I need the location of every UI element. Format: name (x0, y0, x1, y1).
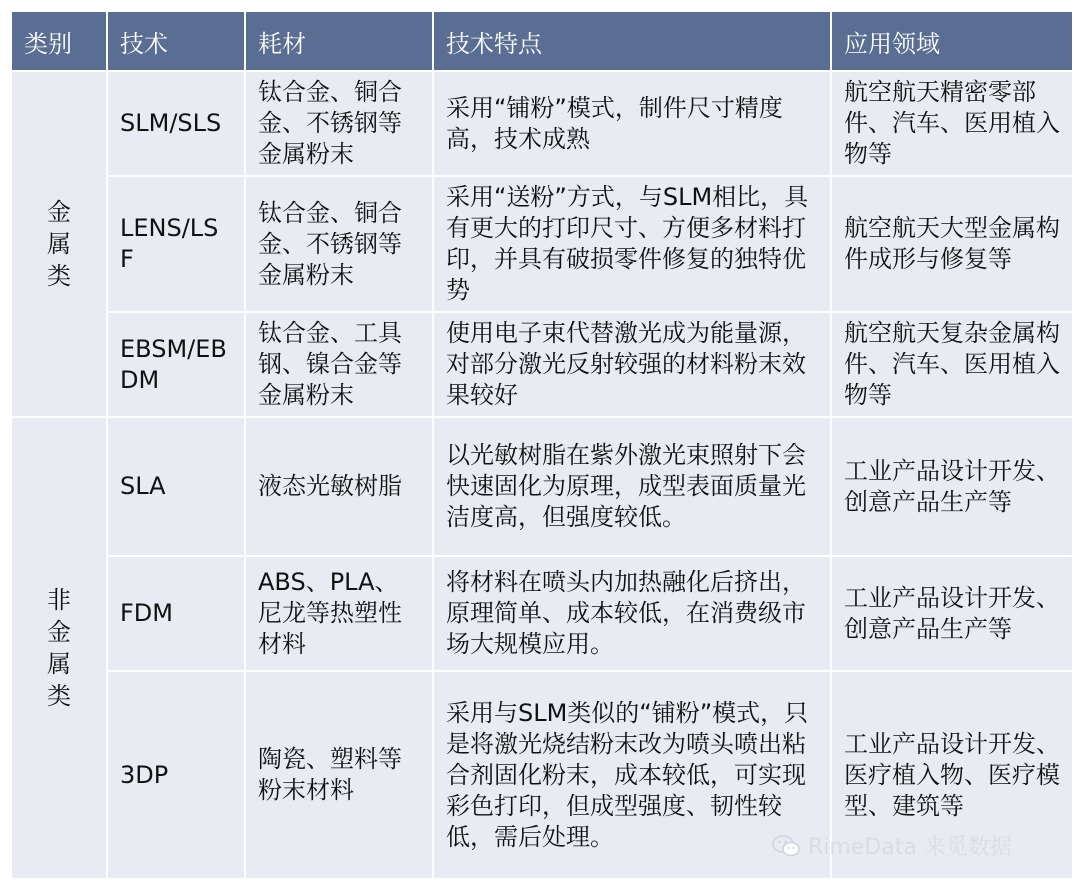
tech-cell: EBSM/EBDM (108, 313, 244, 416)
feature-cell: 将材料在喷头内加热融化后挤出，原理简单、成本较低，在消费级市场大规模应用。 (434, 557, 830, 670)
table-row (12, 313, 1072, 416)
header-material: 耗材 (246, 12, 432, 70)
header-category: 类别 (12, 12, 106, 70)
category-cell-metal: 金属类 (12, 72, 106, 416)
wechat-icon (772, 834, 800, 858)
material-cell: 钛合金、铜合金、不锈钢等金属粉末 (246, 177, 432, 311)
table-row (12, 418, 1072, 555)
feature-cell: 使用电子束代替激光成为能量源，对部分激光反射较强的材料粉末效果较好 (434, 313, 830, 416)
application-cell: 航空航天大型金属构件成形与修复等 (832, 177, 1072, 311)
material-cell: 液态光敏树脂 (246, 418, 432, 555)
header-row (12, 12, 1072, 70)
application-cell: 工业产品设计开发、创意产品生产等 (832, 557, 1072, 670)
material-cell: 陶瓷、塑料等粉末材料 (246, 672, 432, 878)
application-cell: 工业产品设计开发、创意产品生产等 (832, 418, 1072, 555)
application-cell: 工业产品设计开发、医疗植入物、医疗模型、建筑等 (832, 672, 1072, 878)
application-cell: 航空航天精密零部件、汽车、医用植入物等 (832, 72, 1072, 175)
header-tech: 技术 (108, 12, 244, 70)
tech-cell: LENS/LSF (108, 177, 244, 311)
feature-cell: 以光敏树脂在紫外激光束照射下会快速固化为原理，成型表面质量光洁度高，但强度较低。 (434, 418, 830, 555)
tech-cell: SLA (108, 418, 244, 555)
tech-cell: FDM (108, 557, 244, 670)
tech-cell: SLM/SLS (108, 72, 244, 175)
material-cell: 钛合金、工具钢、镍合金等金属粉末 (246, 313, 432, 416)
table-row (12, 177, 1072, 311)
tech-cell: 3DP (108, 672, 244, 878)
table-row (12, 557, 1072, 670)
watermark-text: RimeData 来觅数据 (808, 835, 1012, 860)
feature-cell: 采用与SLM类似的“铺粉”模式，只是将激光烧结粉末改为喷头喷出粘合剂固化粉末，成本较低，可实现彩色打印，但成型强度、韧性较低，需后处理。 (434, 672, 830, 878)
watermark (772, 830, 1012, 861)
header-feature: 技术特点 (434, 12, 830, 70)
table-row (12, 72, 1072, 175)
header-application: 应用领域 (832, 12, 1072, 70)
tech-comparison-table (10, 10, 1074, 880)
feature-cell: 采用“铺粉”模式，制件尺寸精度高，技术成熟 (434, 72, 830, 175)
material-cell: ABS、PLA、尼龙等热塑性材料 (246, 557, 432, 670)
category-cell-nonmetal: 非金属类 (12, 418, 106, 878)
feature-cell: 采用“送粉”方式，与SLM相比，具有更大的打印尺寸、方便多材料打印，并具有破损零件修复的独特优势 (434, 177, 830, 311)
material-cell: 钛合金、铜合金、不锈钢等金属粉末 (246, 72, 432, 175)
application-cell: 航空航天复杂金属构件、汽车、医用植入物等 (832, 313, 1072, 416)
